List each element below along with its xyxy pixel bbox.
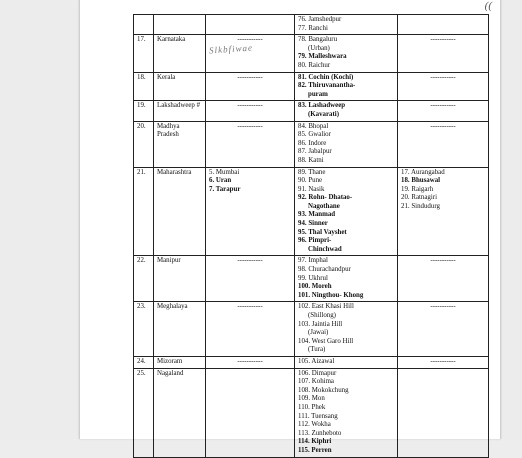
cell-line: ----------- — [237, 357, 263, 365]
additional-location-cell — [398, 35, 489, 72]
cell-line: ----------- — [430, 122, 456, 130]
cell-line: 5. Mumbai — [209, 168, 240, 176]
cell-line: 92. Rohn- Dhatao- — [298, 194, 353, 202]
cell-line: ----------- — [430, 257, 456, 265]
cell-line: 105. Aizawal — [298, 357, 335, 365]
cell-line: ----------- — [237, 36, 263, 44]
major-port-cell — [206, 167, 295, 256]
cell-line: 87. Jabalpur — [298, 148, 332, 156]
state-cell: Meghalaya — [154, 302, 206, 357]
additional-location-cell — [398, 72, 489, 101]
other-location-cell — [295, 302, 398, 357]
cell-line: 101. Ningthou- Khong — [298, 291, 364, 299]
cell-line: ----------- — [237, 122, 263, 130]
major-port-cell — [206, 101, 295, 121]
major-port-cell — [206, 35, 295, 72]
major-port-cell — [206, 15, 295, 35]
additional-location-cell — [398, 167, 489, 256]
state-cell: Nagaland — [154, 368, 206, 457]
cell-line: 89. Thane — [298, 168, 326, 176]
ports-table — [133, 14, 489, 458]
cell-line: 17. Aurangabad — [401, 168, 445, 176]
other-location-cell — [295, 72, 398, 101]
other-location-cell — [295, 368, 398, 457]
cell-line: 102. East Khasi Hill — [298, 303, 354, 311]
cell-line: 7. Tarapur — [209, 185, 241, 193]
other-location-cell — [295, 256, 398, 302]
major-port-cell — [206, 356, 295, 368]
table-row — [134, 356, 489, 368]
other-location-cell — [295, 35, 398, 72]
serial-cell — [134, 15, 154, 35]
cell-line: 94. Sinner — [298, 220, 328, 228]
cell-line: ----------- — [430, 73, 456, 81]
state-cell: Madhya Pradesh — [154, 121, 206, 167]
cell-line: (Kavarati) — [308, 110, 339, 118]
cell-line: 86. Indore — [298, 139, 327, 147]
state-cell: Manipur — [154, 256, 206, 302]
additional-location-cell — [398, 121, 489, 167]
state-cell: Maharashtra — [154, 167, 206, 256]
additional-location-cell — [398, 15, 489, 35]
cell-line: ----------- — [237, 102, 263, 110]
serial-cell: 22. — [134, 256, 154, 302]
cell-line: puram — [308, 90, 328, 98]
cell-line: 104. West Garo Hill — [298, 337, 354, 345]
state-cell: Lakshadweep # — [154, 101, 206, 121]
cell-line: 77. Ranchi — [298, 24, 328, 32]
cell-line: 83. Lashadweep — [298, 102, 346, 110]
cell-line: (Tura) — [308, 346, 326, 354]
additional-location-cell — [398, 256, 489, 302]
major-port-cell — [206, 256, 295, 302]
cell-line: 106. Dimapur — [298, 369, 337, 377]
cell-line: 103. Jaintia Hill — [298, 320, 343, 328]
state-cell: Karnataka — [154, 35, 206, 72]
cell-line: 18. Bhusawal — [401, 177, 441, 185]
state-cell: Kerala — [154, 72, 206, 101]
cell-line: ----------- — [430, 36, 456, 44]
cell-line: 85. Gwalior — [298, 131, 331, 139]
major-port-cell — [206, 121, 295, 167]
serial-cell: 21. — [134, 167, 154, 256]
table-row — [134, 121, 489, 167]
additional-location-cell — [398, 101, 489, 121]
cell-line: Chinchwad — [308, 245, 342, 253]
serial-cell: 23. — [134, 302, 154, 357]
cell-line: 82. Thiruvanantha- — [298, 82, 356, 90]
cell-line: 79. Malleshwara — [298, 53, 347, 61]
cell-line: (Shillong) — [308, 312, 336, 319]
cell-line: 91. Nasik — [298, 185, 325, 193]
other-location-cell — [295, 167, 398, 256]
table-row — [134, 35, 489, 72]
cell-line: 99. Ukhrul — [298, 274, 328, 282]
serial-cell: 25. — [134, 368, 154, 457]
cell-line: 107. Kohima — [298, 378, 334, 386]
additional-location-cell — [398, 302, 489, 357]
cell-line: 80. Raichur — [298, 61, 331, 69]
table-row — [134, 72, 489, 101]
cell-line: 97. Imphal — [298, 257, 328, 265]
cell-line: 114. Kiphri — [298, 438, 332, 446]
state-cell — [154, 15, 206, 35]
cell-line: Nagothane — [308, 202, 340, 210]
cell-line: 108. Mokokchung — [298, 386, 349, 394]
cell-line: ----------- — [430, 357, 456, 365]
other-location-cell — [295, 121, 398, 167]
cell-line: 112. Wokha — [298, 421, 331, 429]
table-row — [134, 302, 489, 357]
cell-line: 113. Zunheboto — [298, 429, 342, 437]
cell-line: (Jawai) — [308, 329, 329, 337]
other-location-cell — [295, 356, 398, 368]
cell-line: 100. Moreh — [298, 283, 332, 291]
serial-cell: 24. — [134, 356, 154, 368]
cell-line: 110. Phek — [298, 403, 326, 411]
cell-line: 6. Uran — [209, 177, 232, 185]
major-port-cell — [206, 368, 295, 457]
cell-line: ----------- — [237, 73, 263, 81]
additional-location-cell — [398, 356, 489, 368]
cell-line: 95. Thal Vayshet — [298, 228, 347, 236]
cell-line: 93. Manmad — [298, 211, 336, 219]
serial-cell: 17. — [134, 35, 154, 72]
cell-line: 88. Katni — [298, 156, 324, 164]
table-row — [134, 101, 489, 121]
cell-line: 109. Mon — [298, 395, 325, 403]
table-row — [134, 256, 489, 302]
cell-line: 111. Tuensang — [298, 412, 338, 420]
major-port-cell — [206, 302, 295, 357]
major-port-cell — [206, 72, 295, 101]
cell-line: 90. Pune — [298, 177, 323, 185]
cell-line: (Urban) — [308, 44, 330, 52]
table-row — [134, 15, 489, 35]
table-row — [134, 167, 489, 256]
additional-location-cell — [398, 368, 489, 457]
document-page — [79, 0, 501, 454]
cell-line: 81. Cochin (Kochi) — [298, 73, 354, 81]
serial-cell: 19. — [134, 101, 154, 121]
state-cell: Mizoram — [154, 356, 206, 368]
cell-line: ----------- — [430, 303, 456, 311]
cell-line: 76. Jamshedpur — [298, 16, 342, 23]
cell-line: 78. Bangaluru — [298, 36, 338, 44]
other-location-cell — [295, 101, 398, 121]
handwritten-note: Slkbfiwae — [208, 42, 254, 56]
serial-cell: 20. — [134, 121, 154, 167]
cell-line: 21. Sindudurg — [401, 202, 440, 210]
ports-table-body — [134, 15, 489, 458]
cell-line: 20. Ratnagiri — [401, 194, 437, 202]
cell-line: 98. Churachandpur — [298, 266, 351, 274]
cell-line: 96. Pimpri- — [298, 237, 332, 245]
other-location-cell — [295, 15, 398, 35]
cell-line: ----------- — [430, 102, 456, 110]
table-row — [134, 368, 489, 457]
cell-line: 84. Bhopal — [298, 122, 329, 130]
cell-line: ----------- — [237, 257, 263, 265]
serial-cell: 18. — [134, 72, 154, 101]
cell-line: 19. Raigarh — [401, 185, 434, 193]
page-mark: (( — [484, 0, 492, 12]
cell-line: ----------- — [237, 303, 263, 311]
cell-line: 115. Perren — [298, 446, 332, 454]
